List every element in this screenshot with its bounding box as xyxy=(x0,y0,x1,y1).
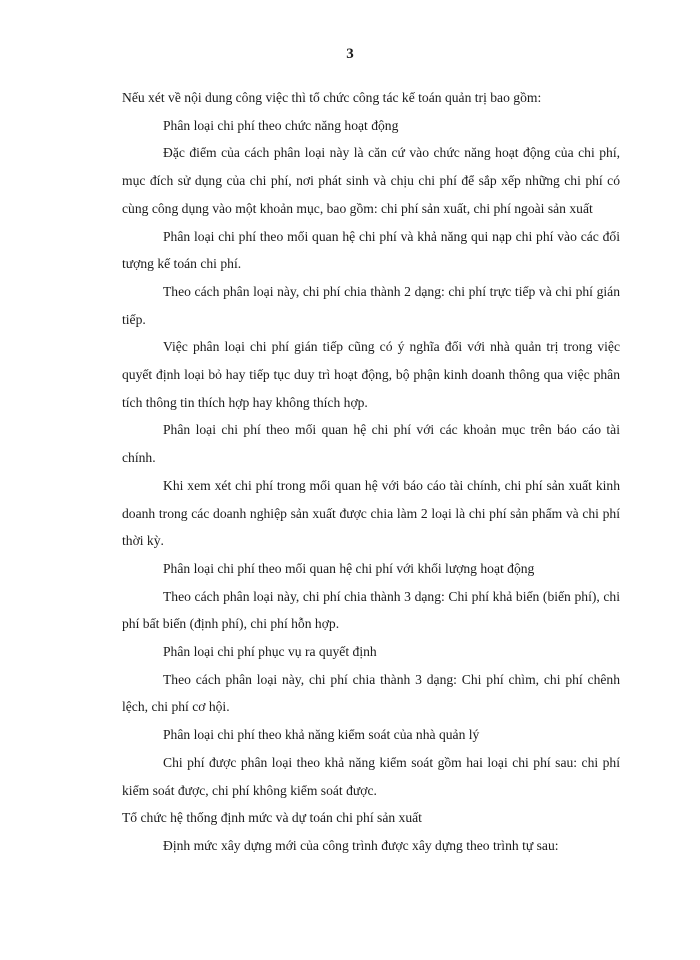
intro-paragraph: Nếu xét về nội dung công việc thì tổ chức công tác kế toán quản trị bao gồm: xyxy=(122,90,542,105)
paragraph-controllable-costs: Chi phí được phân loại theo khả năng kiểm soát gồm hai loại chi phí sau: chi phí kiểm soát được, chi phí không kiểm soát được. xyxy=(122,754,620,798)
paragraph-norm-procedure: Định mức xây dựng mới của công trình được xây dựng theo trình tự sau: xyxy=(163,837,559,853)
heading-volume-classification: Phân loại chi phí theo mối quan hệ chi phí với khối lượng hoạt động xyxy=(163,560,535,576)
paragraph-indirect-meaning: Việc phân loại chi phí gián tiếp cũng có ý nghĩa đối với nhà quản trị trong việc quyết định loại bỏ hay tiếp tục duy trì hoạt động, bộ phận kinh doanh thông qua việc phân tích thông tin thích hợp hay không thích hợp. xyxy=(122,339,620,410)
paragraph-direct-indirect: Theo cách phân loại này, chi phí chia thành 2 dạng: chi phí trực tiếp và chi phí gián tiếp. xyxy=(122,283,620,327)
heading-functional-classification: Phân loại chi phí theo chức năng hoạt động xyxy=(163,117,399,133)
heading-financial-statement-classification: Phân loại chi phí theo mối quan hệ chi phí với các khoản mục trên báo cáo tài chính. xyxy=(122,422,620,466)
heading-allocation-classification: Phân loại chi phí theo mối quan hệ chi phí và khả năng qui nạp chi phí vào các đối tượng kế toán chi phí. xyxy=(122,228,620,272)
heading-norms-budgeting: Tổ chức hệ thống định mức và dự toán chi phí sản xuất xyxy=(122,810,422,826)
page-number: 3 xyxy=(346,46,354,62)
heading-decision-classification: Phân loại chi phí phục vụ ra quyết định xyxy=(163,644,377,660)
paragraph-sunk-differential-opportunity: Theo cách phân loại này, chi phí chia thành 3 dạng: Chi phí chìm, chi phí chênh lệch, chi phí cơ hội. xyxy=(122,671,620,715)
heading-controllability-classification: Phân loại chi phí theo khả năng kiểm soát của nhà quản lý xyxy=(163,727,480,743)
paragraph-product-period-cost: Khi xem xét chi phí trong mối quan hệ với báo cáo tài chính, chi phí sản xuất kinh doanh trong các doanh nghiệp sản xuất được chia làm 2 loại là chi phí sản phẩm và chi phí thời kỳ. xyxy=(122,477,620,549)
paragraph-variable-fixed-mixed: Theo cách phân loại này, chi phí chia thành 3 dạng: Chi phí khả biến (biến phí), chi phí bất biến (định phí), chi phí hỗn hợp. xyxy=(122,588,620,632)
document-body xyxy=(122,84,620,860)
paragraph-functional-classification: Đặc điểm của cách phân loại này là căn cứ vào chức năng hoạt động của chi phí, mục đích sử dụng của chi phí, nơi phát sinh và chịu chi phí để sắp xếp những chi phí có cùng công dụng vào một khoản mục, bao gồm: chi phí sản xuất, chi phí ngoài sản xuất xyxy=(122,145,620,216)
